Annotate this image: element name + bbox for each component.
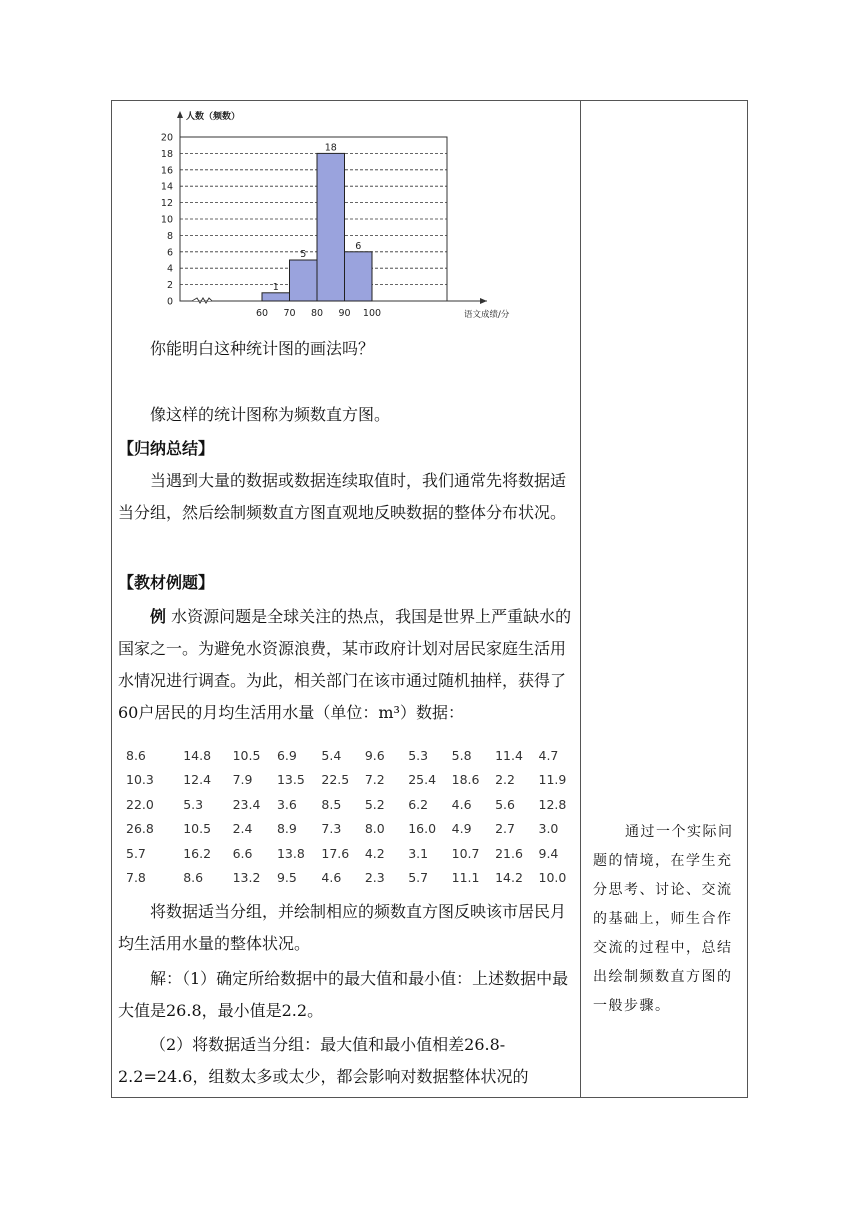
- x-tick-label: 80: [310, 308, 324, 319]
- y-tick-label: 0: [166, 296, 173, 308]
- data-cell: 5.2: [364, 796, 385, 812]
- data-cell: 14.2: [495, 870, 523, 886]
- data-cell: 8.5: [321, 796, 342, 812]
- data-cell: 3.1: [408, 845, 429, 861]
- data-cell: 12.4: [183, 772, 212, 788]
- data-cell: 6.2: [408, 796, 429, 812]
- data-cell: 3.0: [538, 821, 559, 837]
- data-cell: 5.4: [321, 747, 342, 763]
- data-cell: 9.5: [276, 870, 297, 886]
- data-cell: 4.2: [364, 845, 385, 861]
- data-cell: 14.8: [183, 747, 212, 763]
- definition-text: 像这样的统计图称为频数直方图。: [150, 405, 391, 424]
- y-axis-label: 人数（频数）: [186, 112, 241, 122]
- data-cell: 7.2: [364, 772, 385, 788]
- data-cell: 10.5: [183, 821, 212, 837]
- data-cell: 17.6: [321, 845, 350, 861]
- data-row: [126, 817, 576, 842]
- data-cell: 13.8: [276, 845, 305, 861]
- histogram-bar: [262, 293, 290, 301]
- histogram-bar: [317, 153, 345, 301]
- data-cell: 7.3: [321, 821, 342, 837]
- data-cell: 8.6: [183, 870, 204, 886]
- data-cell: 2.2: [495, 772, 515, 788]
- bar-value-label: 5: [300, 249, 307, 260]
- y-tick-label: 12: [160, 198, 173, 210]
- teaching-note: 通过一个实际问题的情境，在学生充分思考、讨论、交流的基础上，师生合作交流的过程中，总结出绘制频数直方图的一般步骤。: [593, 824, 734, 1014]
- data-cell: 7.9: [232, 772, 253, 788]
- histogram-bar: [345, 252, 373, 301]
- data-cell: 6.6: [232, 845, 253, 861]
- data-cell: 22.0: [126, 796, 154, 812]
- task-paragraph: 将数据适当分组，并绘制相应的频数直方图反映该市居民月均生活用水量的整体状况。: [118, 902, 567, 953]
- data-cell: 6.9: [276, 747, 297, 763]
- notes-column: [581, 101, 747, 1097]
- data-cell: 5.7: [126, 845, 146, 861]
- data-cell: 7.8: [126, 870, 146, 886]
- data-cell: 4.9: [451, 821, 472, 837]
- example-paragraph: [118, 601, 574, 729]
- y-axis-arrow: [177, 111, 183, 118]
- data-cell: 2.7: [495, 821, 515, 837]
- data-cell: 5.3: [408, 747, 429, 763]
- x-tick-label: 60: [255, 308, 269, 319]
- section-heading-example: 【教材例题】: [118, 573, 215, 592]
- data-row: [126, 841, 576, 866]
- y-tick-label: 16: [160, 165, 173, 177]
- y-tick-label: 20: [160, 132, 173, 144]
- data-cell: 16.0: [408, 821, 437, 837]
- data-cell: 4.6: [321, 870, 342, 886]
- x-axis-label: 语文成绩/分: [464, 310, 510, 320]
- data-cell: 11.4: [495, 747, 523, 763]
- data-cell: 10.3: [126, 772, 154, 788]
- y-tick-label: 14: [160, 181, 173, 193]
- data-cell: 18.6: [451, 772, 480, 788]
- y-tick-label: 2: [166, 280, 173, 292]
- data-cell: 9.4: [538, 845, 559, 861]
- data-cell: 3.6: [276, 796, 297, 812]
- y-tick-label: 10: [160, 214, 173, 226]
- data-cell: 13.2: [232, 870, 261, 886]
- summary-paragraph: 当遇到大量的数据或数据连续取值时，我们通常先将数据适当分组，然后绘制频数直方图直观地反映数据的整体分布状况。: [118, 471, 567, 522]
- data-cell: 2.3: [364, 870, 385, 886]
- data-cell: 10.0: [538, 870, 567, 886]
- data-cell: 10.7: [451, 845, 480, 861]
- data-cell: 26.8: [126, 821, 154, 837]
- example-text: 水资源问题是全球关注的热点，我国是世界上严重缺水的国家之一。为避免水资源浪费，某市政府计划对居民家庭生活用水情况进行调查。为此，相关部门在该市通过随机抽样，获得了60户居民的月均生活用水量（单位：m³）数据：: [118, 607, 572, 722]
- data-cell: 4.6: [451, 796, 472, 812]
- bar-value-label: 18: [324, 142, 337, 154]
- data-cell: 13.5: [276, 772, 305, 788]
- data-cell: 5.8: [451, 747, 472, 763]
- data-row: [126, 768, 576, 793]
- bar-value-label: 6: [355, 240, 362, 252]
- y-tick-label: 18: [160, 148, 173, 160]
- data-cell: 9.6: [364, 747, 385, 763]
- data-cell: 10.5: [232, 747, 261, 763]
- water-usage-data-grid: [126, 743, 576, 893]
- y-tick-label: 6: [166, 247, 173, 259]
- lesson-table: [111, 100, 748, 1098]
- data-cell: 12.8: [538, 796, 567, 812]
- x-tick-label: 100: [362, 308, 382, 319]
- data-cell: 5.7: [408, 870, 429, 886]
- x-tick-label: 70: [283, 308, 296, 319]
- data-cell: 23.4: [232, 796, 261, 812]
- y-tick-label: 4: [166, 263, 173, 275]
- example-label: 例: [150, 607, 167, 626]
- data-cell: 16.2: [183, 845, 212, 861]
- bar-value-label: 1: [272, 281, 279, 293]
- section-heading-summary: 【归纳总结】: [118, 439, 215, 458]
- question-text: 你能明白这种统计图的画法吗？: [150, 339, 375, 358]
- data-cell: 5.6: [495, 796, 515, 812]
- content-column: [112, 101, 580, 1097]
- data-cell: 4.7: [538, 747, 559, 763]
- data-row: [126, 792, 576, 817]
- solution-step-2: （2）将数据适当分组：最大值和最小值相差26.8-2.2=24.6，组数太多或太少，都会影响对数据整体状况的: [118, 1035, 529, 1086]
- data-cell: 8.9: [276, 821, 297, 837]
- y-tick-label: 8: [166, 230, 173, 242]
- data-cell: 11.1: [451, 870, 480, 886]
- data-row: [126, 743, 576, 768]
- data-cell: 2.4: [232, 821, 253, 837]
- histogram-bar: [290, 260, 318, 301]
- data-cell: 8.6: [126, 747, 146, 763]
- x-axis-arrow: [480, 298, 487, 304]
- data-cell: 8.0: [364, 821, 385, 837]
- data-cell: 25.4: [408, 772, 437, 788]
- x-tick-label: 90: [338, 308, 351, 319]
- axis-break-mark: [192, 298, 212, 303]
- data-cell: 11.9: [538, 772, 567, 788]
- data-cell: 21.6: [495, 845, 523, 861]
- solution-step-1: 解：（1）确定所给数据中的最大值和最小值：上述数据中最大值是26.8，最小值是2.2。: [118, 969, 569, 1020]
- frequency-histogram: [152, 105, 522, 325]
- data-cell: 22.5: [321, 772, 350, 788]
- data-cell: 5.3: [183, 796, 204, 812]
- data-row: [126, 866, 576, 891]
